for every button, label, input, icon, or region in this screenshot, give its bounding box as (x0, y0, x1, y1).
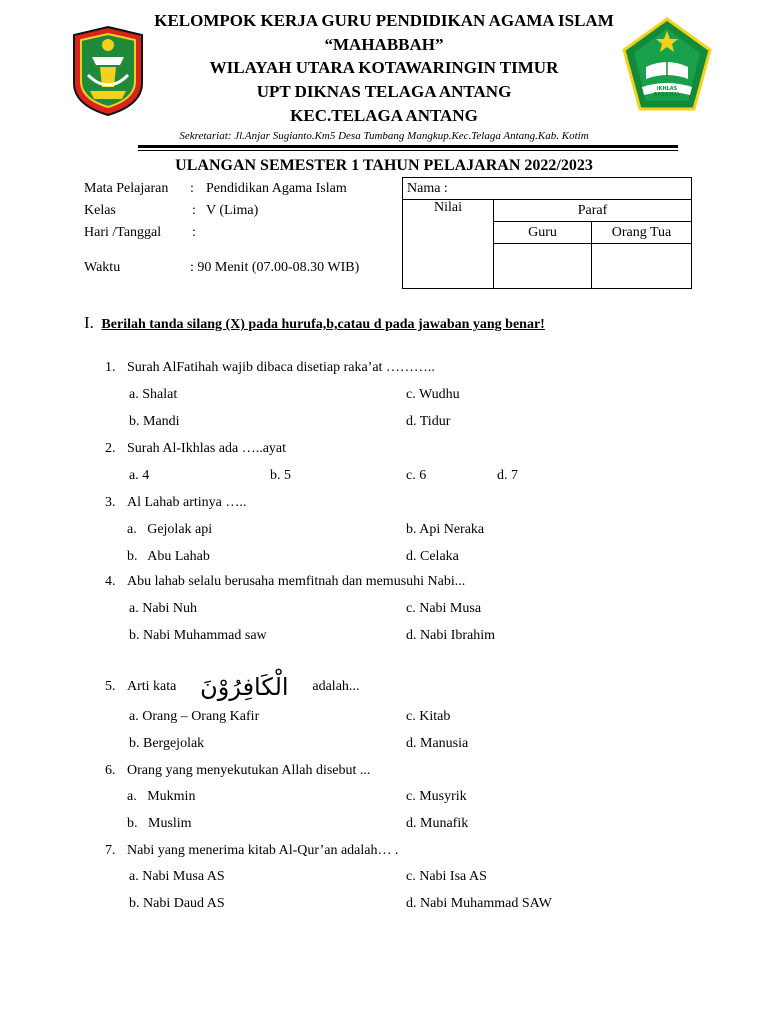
score-table (402, 177, 692, 289)
q2-option-b[interactable]: b. 5 (270, 468, 291, 483)
q7-option-a[interactable]: a. Nabi Musa AS (129, 869, 225, 884)
signature-header: Paraf (494, 200, 692, 222)
header-line-5: KEC.TELAGA ANTANG (290, 106, 478, 125)
q7-option-b[interactable]: b. Nabi Daud AS (129, 896, 225, 911)
question-4 (105, 574, 465, 590)
q6-option-b[interactable]: b. Muslim (127, 816, 192, 831)
question-number: 3. (105, 495, 116, 510)
question-text-after: adalah... (312, 679, 360, 695)
q1-option-a[interactable]: a. Shalat (129, 387, 178, 402)
question-1 (105, 360, 435, 376)
arabic-word: الْكَافِرُوْنَ (200, 673, 289, 701)
question-number: 4. (105, 574, 116, 589)
question-number: 2. (105, 441, 116, 456)
question-6 (105, 763, 370, 779)
question-5 (105, 670, 359, 704)
q2-option-a[interactable]: a. 4 (129, 468, 150, 483)
q7-option-d[interactable]: d. Nabi Muhammad SAW (406, 896, 552, 911)
section-number: I. (84, 313, 94, 332)
question-7 (105, 843, 398, 859)
q4-option-b[interactable]: b. Nabi Muhammad saw (129, 628, 267, 643)
section-instruction: Berilah tanda silang (X) pada hurufa,b,catau d pada jawaban yang benar! (101, 317, 545, 332)
header-divider-thin (138, 150, 678, 151)
question-3 (105, 495, 246, 511)
q3-option-c[interactable]: b. Api Neraka (406, 522, 485, 537)
class-value: V (Lima) (206, 203, 259, 218)
parent-signature-cell[interactable] (592, 244, 692, 289)
q5-option-d[interactable]: d. Manusia (406, 736, 469, 751)
q2-option-d[interactable]: d. 7 (497, 468, 518, 483)
header-divider-thick (138, 145, 678, 148)
question-text: Orang yang menyekutukan Allah disebut ... (127, 763, 371, 778)
q6-option-d[interactable]: d. Munafik (406, 816, 469, 831)
secretariat-address: Sekretariat: Jl.Anjar Sugianto.Km5 Desa Tumbang Mangkup.Kec.Telaga Antang.Kab. Kotim (179, 130, 589, 142)
time-label: Waktu (84, 260, 121, 275)
q2-option-c[interactable]: c. 6 (406, 468, 427, 483)
emblem-motto: IKHLAS BERAMAL (653, 86, 681, 98)
question-text: Surah AlFatihah wajib dibaca disetiap raka’at ……….. (127, 360, 435, 375)
q6-option-c[interactable]: c. Musyrik (406, 789, 467, 804)
question-number: 5. (105, 679, 116, 695)
q4-option-c[interactable]: c. Nabi Musa (406, 601, 482, 616)
q1-option-d[interactable]: d. Tidur (406, 414, 451, 429)
q6-option-a[interactable]: a. Mukmin (127, 789, 196, 804)
teacher-signature-cell[interactable] (494, 244, 592, 289)
question-text: Abu lahab selalu berusaha memfitnah dan memusuhi Nabi... (127, 574, 466, 589)
question-number: 7. (105, 843, 116, 858)
q1-option-b[interactable]: b. Mandi (129, 414, 180, 429)
class-label: Kelas (84, 203, 116, 218)
section-title (84, 313, 545, 333)
q5-option-a[interactable]: a. Orang – Orang Kafir (129, 709, 260, 724)
header-line-2: “MAHABBAH” (324, 35, 444, 54)
question-2 (105, 441, 286, 457)
question-text: Al Lahab artinya ….. (127, 495, 247, 510)
q1-option-c[interactable]: c. Wudhu (406, 387, 460, 402)
header-line-3: WILAYAH UTARA KOTAWARINGIN TIMUR (209, 58, 559, 77)
q7-option-c[interactable]: c. Nabi Isa AS (406, 869, 487, 884)
q5-option-c[interactable]: c. Kitab (406, 709, 451, 724)
teacher-signature-header: Guru (494, 222, 592, 244)
header-line-1: KELOMPOK KERJA GURU PENDIDIKAN AGAMA ISLAM (154, 11, 614, 30)
q3-option-a[interactable]: a. Gejolak api (127, 522, 213, 537)
q3-option-d[interactable]: d. Celaka (406, 549, 459, 564)
q3-option-b[interactable]: b. Abu Lahab (127, 549, 210, 564)
question-text: Nabi yang menerima kitab Al-Qur’an adalah… . (127, 843, 399, 858)
question-text: Surah Al-Ikhlas ada …..ayat (127, 441, 287, 456)
exam-title: ULANGAN SEMESTER 1 TAHUN PELAJARAN 2022/2023 (175, 157, 593, 174)
grade-header: Nilai (403, 200, 494, 289)
time-value: : 90 Menit (07.00-08.30 WIB) (190, 260, 360, 275)
name-field[interactable]: Nama : (403, 178, 692, 200)
subject-label: Mata Pelajaran (84, 181, 169, 196)
subject-value: Pendidikan Agama Islam (206, 181, 347, 196)
q4-option-d[interactable]: d. Nabi Ibrahim (406, 628, 496, 643)
question-number: 6. (105, 763, 116, 778)
date-label: Hari /Tanggal (84, 225, 162, 240)
subject-colon: : (190, 181, 194, 196)
question-text-before: Arti kata (127, 679, 177, 695)
q4-option-a[interactable]: a. Nabi Nuh (129, 601, 198, 616)
question-number: 1. (105, 360, 116, 375)
class-colon: : (192, 203, 196, 218)
q5-option-b[interactable]: b. Bergejolak (129, 736, 205, 751)
date-colon: : (192, 225, 196, 240)
parent-signature-header: Orang Tua (592, 222, 692, 244)
header-line-4: UPT DIKNAS TELAGA ANTANG (256, 82, 512, 101)
